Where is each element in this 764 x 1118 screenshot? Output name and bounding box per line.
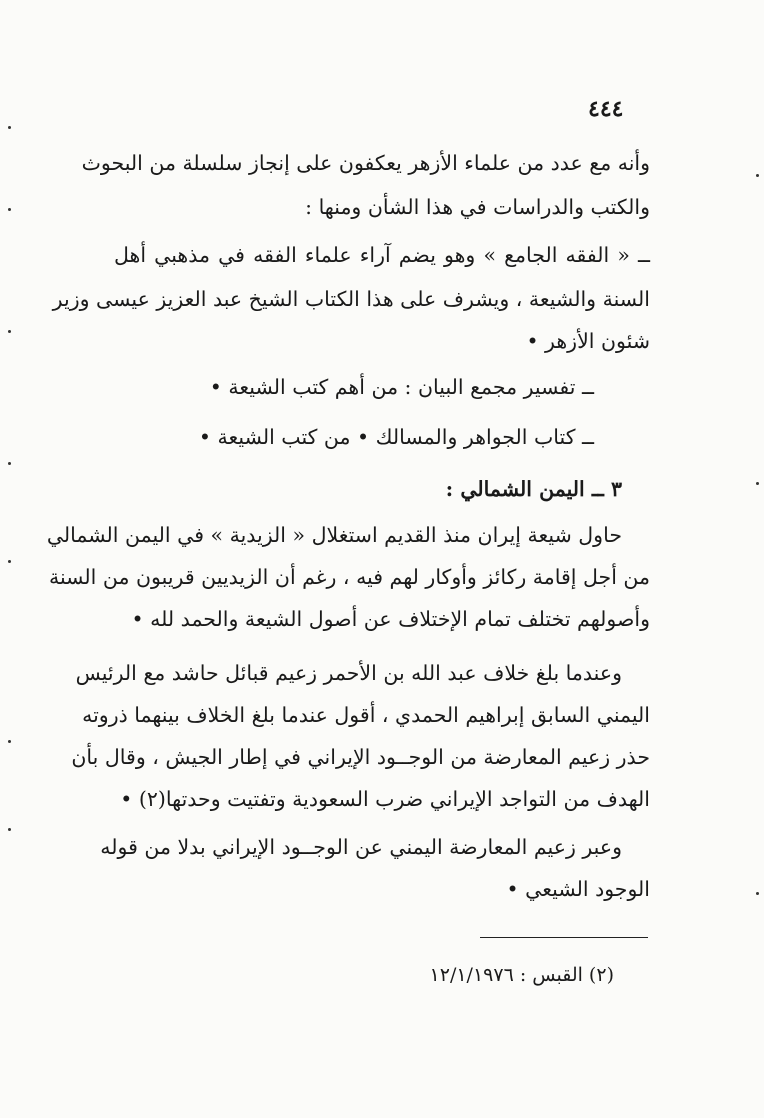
footnote-divider — [480, 937, 648, 938]
scan-speck — [8, 208, 11, 211]
body-line: اليمني السابق إبراهيم الحمدي ، أقول عندما بلغ الخلاف بينهما ذروته — [82, 703, 650, 727]
body-line: وعبر زعيم المعارضة اليمني عن الوجــود الإيراني بدلا من قوله — [100, 835, 622, 859]
section-heading: ٣ ــ اليمن الشمالي : — [445, 477, 622, 501]
list-item-line: السنة والشيعة ، ويشرف على هذا الكتاب الشيخ عبد العزيز عيسى وزير — [52, 287, 650, 311]
body-line: والكتب والدراسات في هذا الشأن ومنها : — [305, 195, 650, 219]
scan-speck — [8, 462, 11, 465]
scan-speck — [756, 174, 759, 177]
body-line: الهدف من التواجد الإيراني ضرب السعودية وتفتيت وحدتها(٢) • — [120, 787, 650, 811]
scan-speck — [8, 330, 11, 333]
scan-speck — [8, 560, 11, 563]
body-line: الوجود الشيعي • — [506, 877, 650, 901]
page-number: ٤٤٤ — [588, 96, 624, 122]
scan-speck — [8, 828, 11, 831]
list-item-line: شئون الأزهر • — [526, 329, 650, 353]
body-line: وأصولهم تختلف تمام الإختلاف عن أصول الشيعة والحمد لله • — [131, 607, 650, 631]
body-line: حاول شيعة إيران منذ القديم استغلال « الزيدية » في اليمن الشمالي — [46, 523, 622, 547]
scan-speck — [756, 482, 759, 485]
list-item-line: ــ « الفقه الجامع » وهو يضم آراء علماء الفقه في مذهبي أهل — [114, 243, 650, 267]
scan-speck — [8, 740, 11, 743]
scan-speck — [8, 126, 11, 129]
body-line: من أجل إقامة ركائز وأوكار لهم فيه ، رغم أن الزيديين قريبون من السنة — [48, 565, 650, 589]
list-item-line: ــ تفسير مجمع البيان : من أهم كتب الشيعة • — [209, 375, 594, 399]
list-item-line: ــ كتاب الجواهر والمسالك • من كتب الشيعة • — [198, 425, 594, 449]
body-line: وأنه مع عدد من علماء الأزهر يعكفون على إنجاز سلسلة من البحوث — [81, 151, 650, 175]
scan-speck — [756, 892, 759, 895]
body-line: حذر زعيم المعارضة من الوجــود الإيراني في إطار الجيش ، وقال بأن — [71, 745, 650, 769]
body-line: وعندما بلغ خلاف عبد الله بن الأحمر زعيم قبائل حاشد مع الرئيس — [75, 661, 622, 685]
footnote: (٢) القبس : ١٢/١/١٩٧٦ — [429, 964, 614, 986]
